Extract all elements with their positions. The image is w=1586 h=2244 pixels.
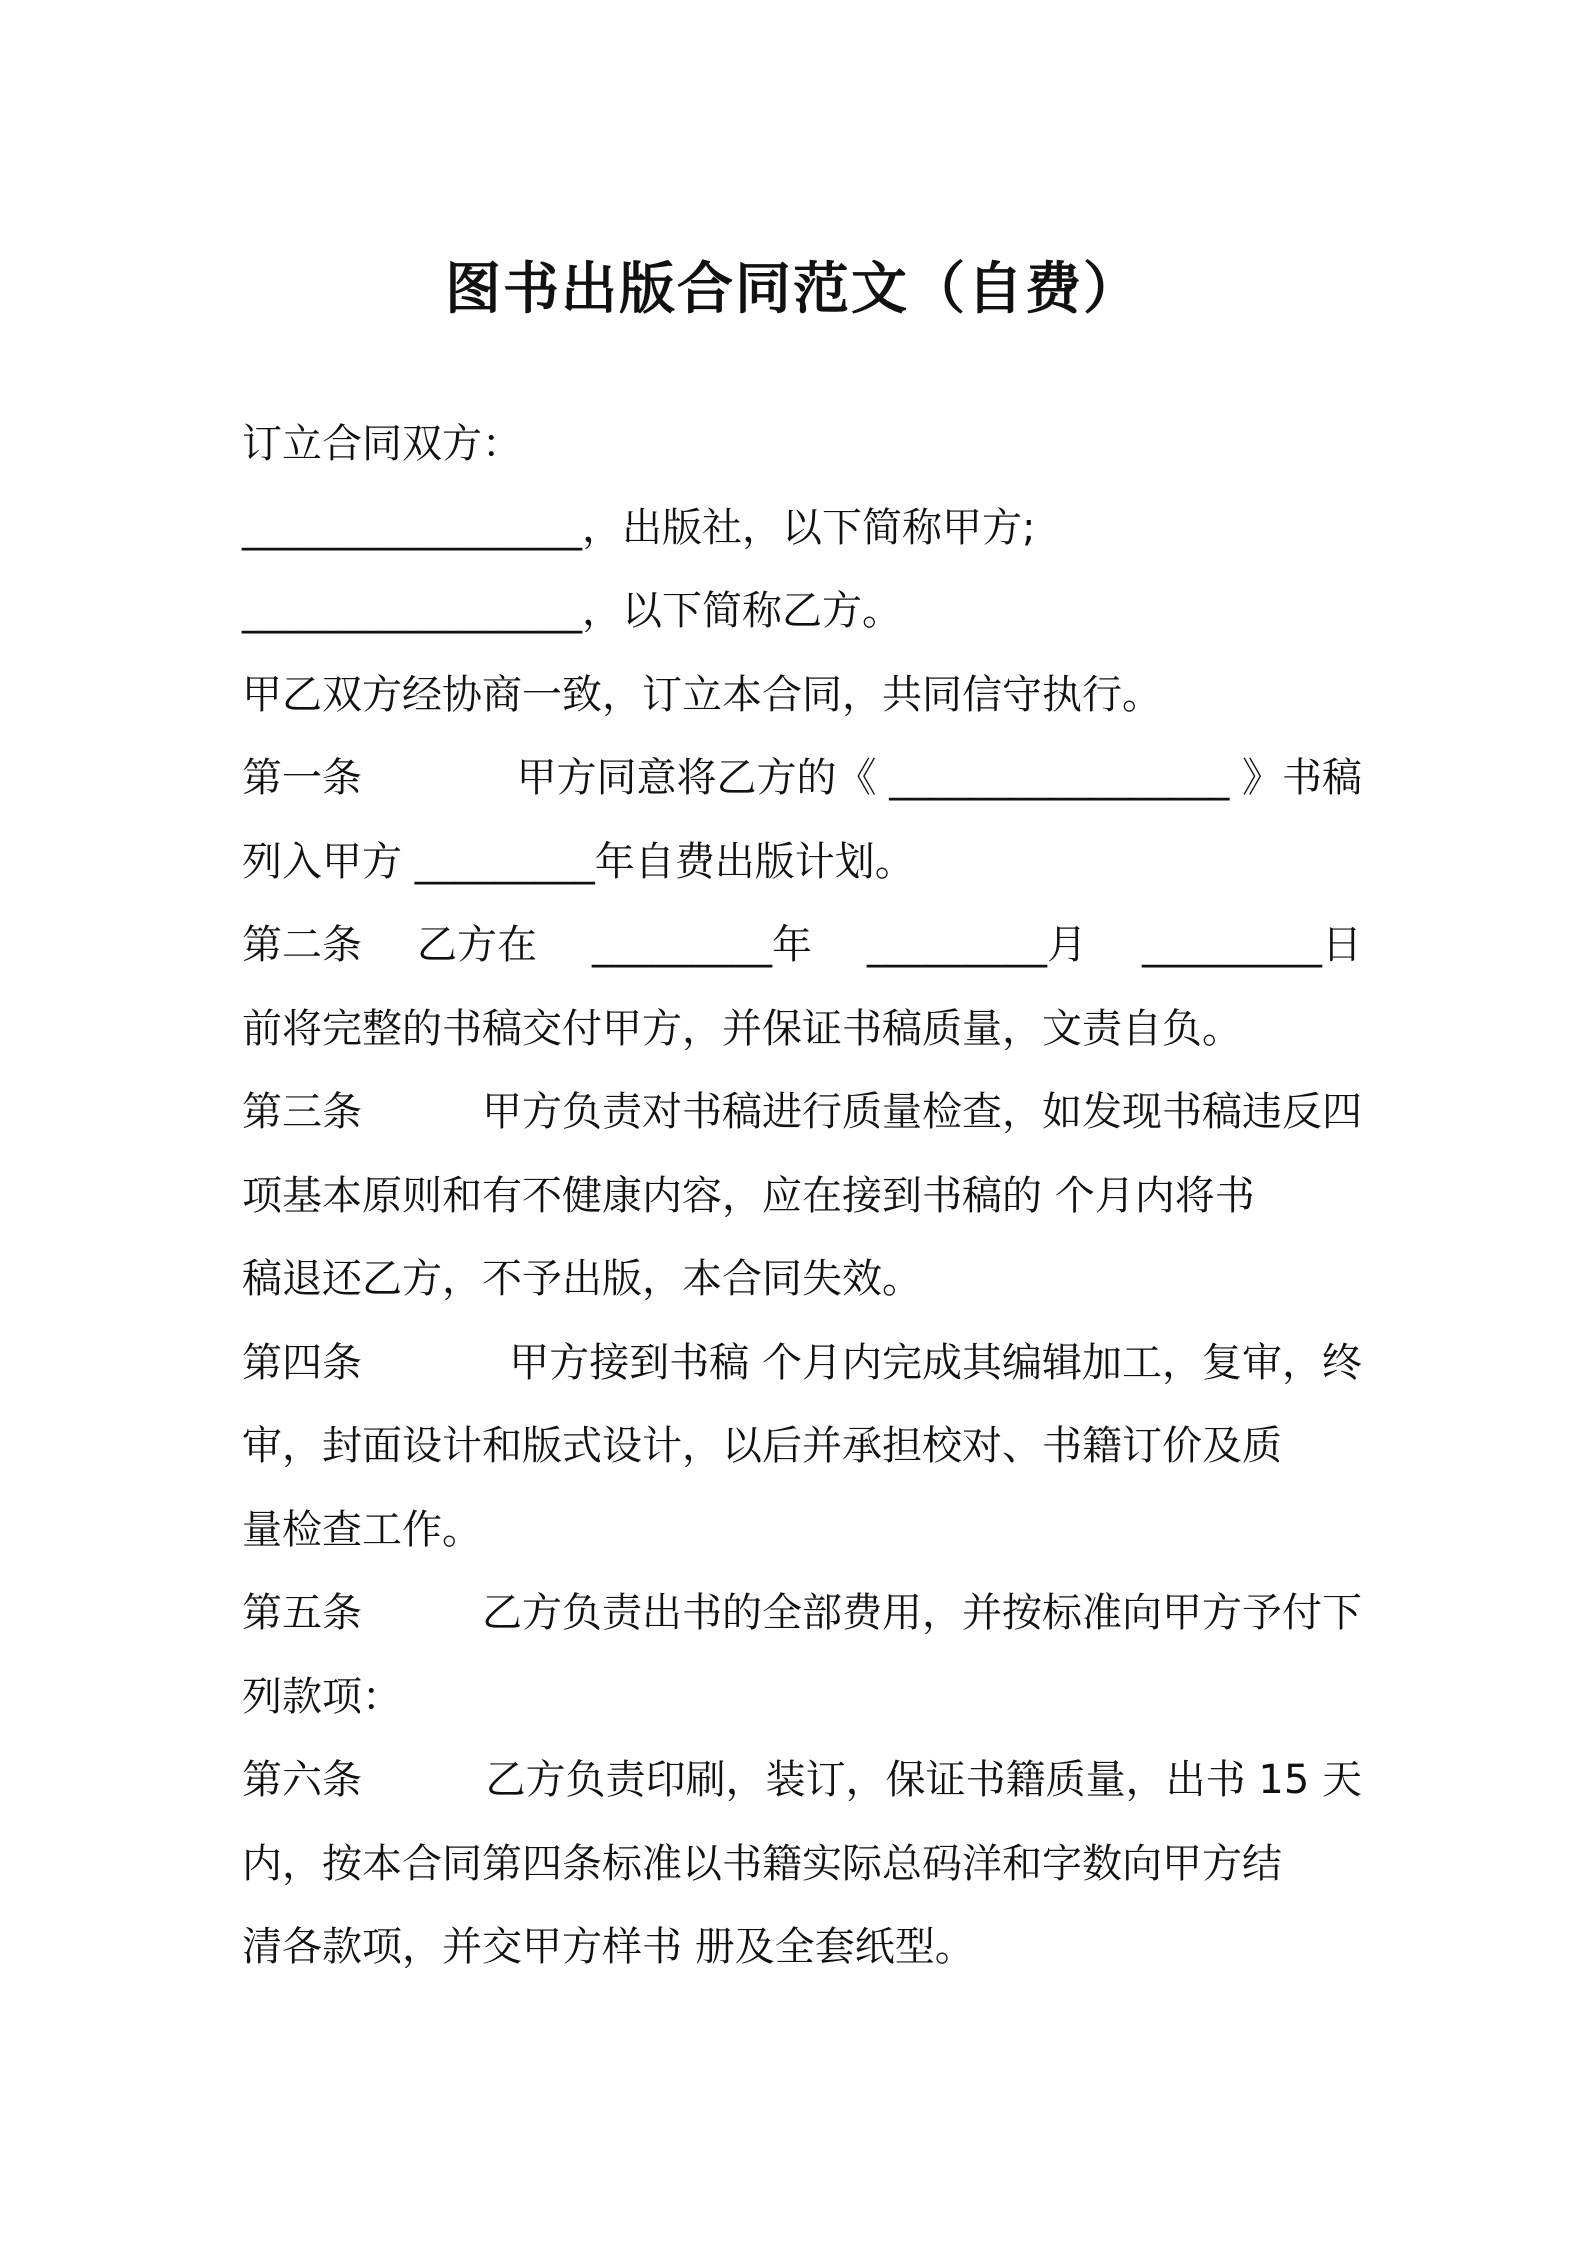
article-6-line-3: 清各款项，并交甲方样书 册及全套纸型。 bbox=[242, 1924, 975, 1970]
article-4-line-1 bbox=[242, 1322, 1362, 1406]
article-3-line-3: 稿退还乙方，不予出版，本合同失效。 bbox=[242, 1256, 922, 1302]
article-4-line-2: 审，封面设计和版式设计，以后并承担校对、书籍订价及质 bbox=[242, 1423, 1282, 1469]
document-title: 图书出版合同范文（自费） bbox=[445, 257, 1141, 322]
article-2-part-3: _________月 bbox=[867, 922, 1087, 968]
article-3-text-1: 甲方负责对书稿进行质量检查，如发现书稿违反四 bbox=[482, 1089, 1362, 1135]
article-5-line-2: 列款项： bbox=[242, 1673, 402, 1720]
article-2-part-2: _________年 bbox=[592, 922, 812, 968]
parties-heading: 订立合同双方： bbox=[242, 421, 522, 467]
article-2-part-1: 乙方在 bbox=[417, 922, 537, 968]
article-6-text-1: 乙方负责印刷，装订，保证书籍质量，出书 15 天 bbox=[485, 1757, 1362, 1803]
article-2-line-1 bbox=[242, 904, 1362, 988]
article-6-label: 第六条 bbox=[242, 1757, 362, 1803]
party-a-line: _________________，出版社，以下简称甲方; bbox=[242, 504, 1036, 551]
article-3-label: 第三条 bbox=[242, 1089, 362, 1135]
article-5-line-1 bbox=[242, 1572, 1362, 1656]
contract-body bbox=[242, 403, 1362, 1990]
article-2-part-4: _________日 bbox=[1142, 922, 1362, 968]
article-2-line-2: 前将完整的书稿交付甲方，并保证书稿质量，文责自负。 bbox=[242, 1005, 1242, 1052]
article-1-text-1: 甲方同意将乙方的《 _________________ 》书稿 bbox=[516, 755, 1362, 801]
party-b-line: _________________，以下简称乙方。 bbox=[242, 588, 902, 634]
article-1-line-1 bbox=[242, 737, 1362, 821]
article-2-label: 第二条 bbox=[242, 922, 362, 968]
article-3-line-2: 项基本原则和有不健康内容，应在接到书稿的 个月内将书 bbox=[242, 1172, 1255, 1219]
article-6-line-1 bbox=[242, 1739, 1362, 1823]
article-1-label: 第一条 bbox=[242, 755, 362, 801]
article-1-line-2: 列入甲方 _________年自费出版计划。 bbox=[242, 838, 915, 885]
agreement-line: 甲乙双方经协商一致，订立本合同，共同信守执行。 bbox=[242, 671, 1162, 718]
article-5-text-1: 乙方负责出书的全部费用，并按标准向甲方予付下 bbox=[482, 1590, 1362, 1636]
article-5-label: 第五条 bbox=[242, 1590, 362, 1636]
article-6-line-2: 内，按本合同第四条标准以书籍实际总码洋和字数向甲方结 bbox=[242, 1840, 1282, 1887]
article-4-line-3: 量检查工作。 bbox=[242, 1506, 482, 1553]
article-3-line-1 bbox=[242, 1071, 1362, 1155]
article-4-text-1: 甲方接到书稿 个月内完成其编辑加工，复审，终 bbox=[509, 1339, 1362, 1386]
article-4-label: 第四条 bbox=[242, 1339, 362, 1386]
